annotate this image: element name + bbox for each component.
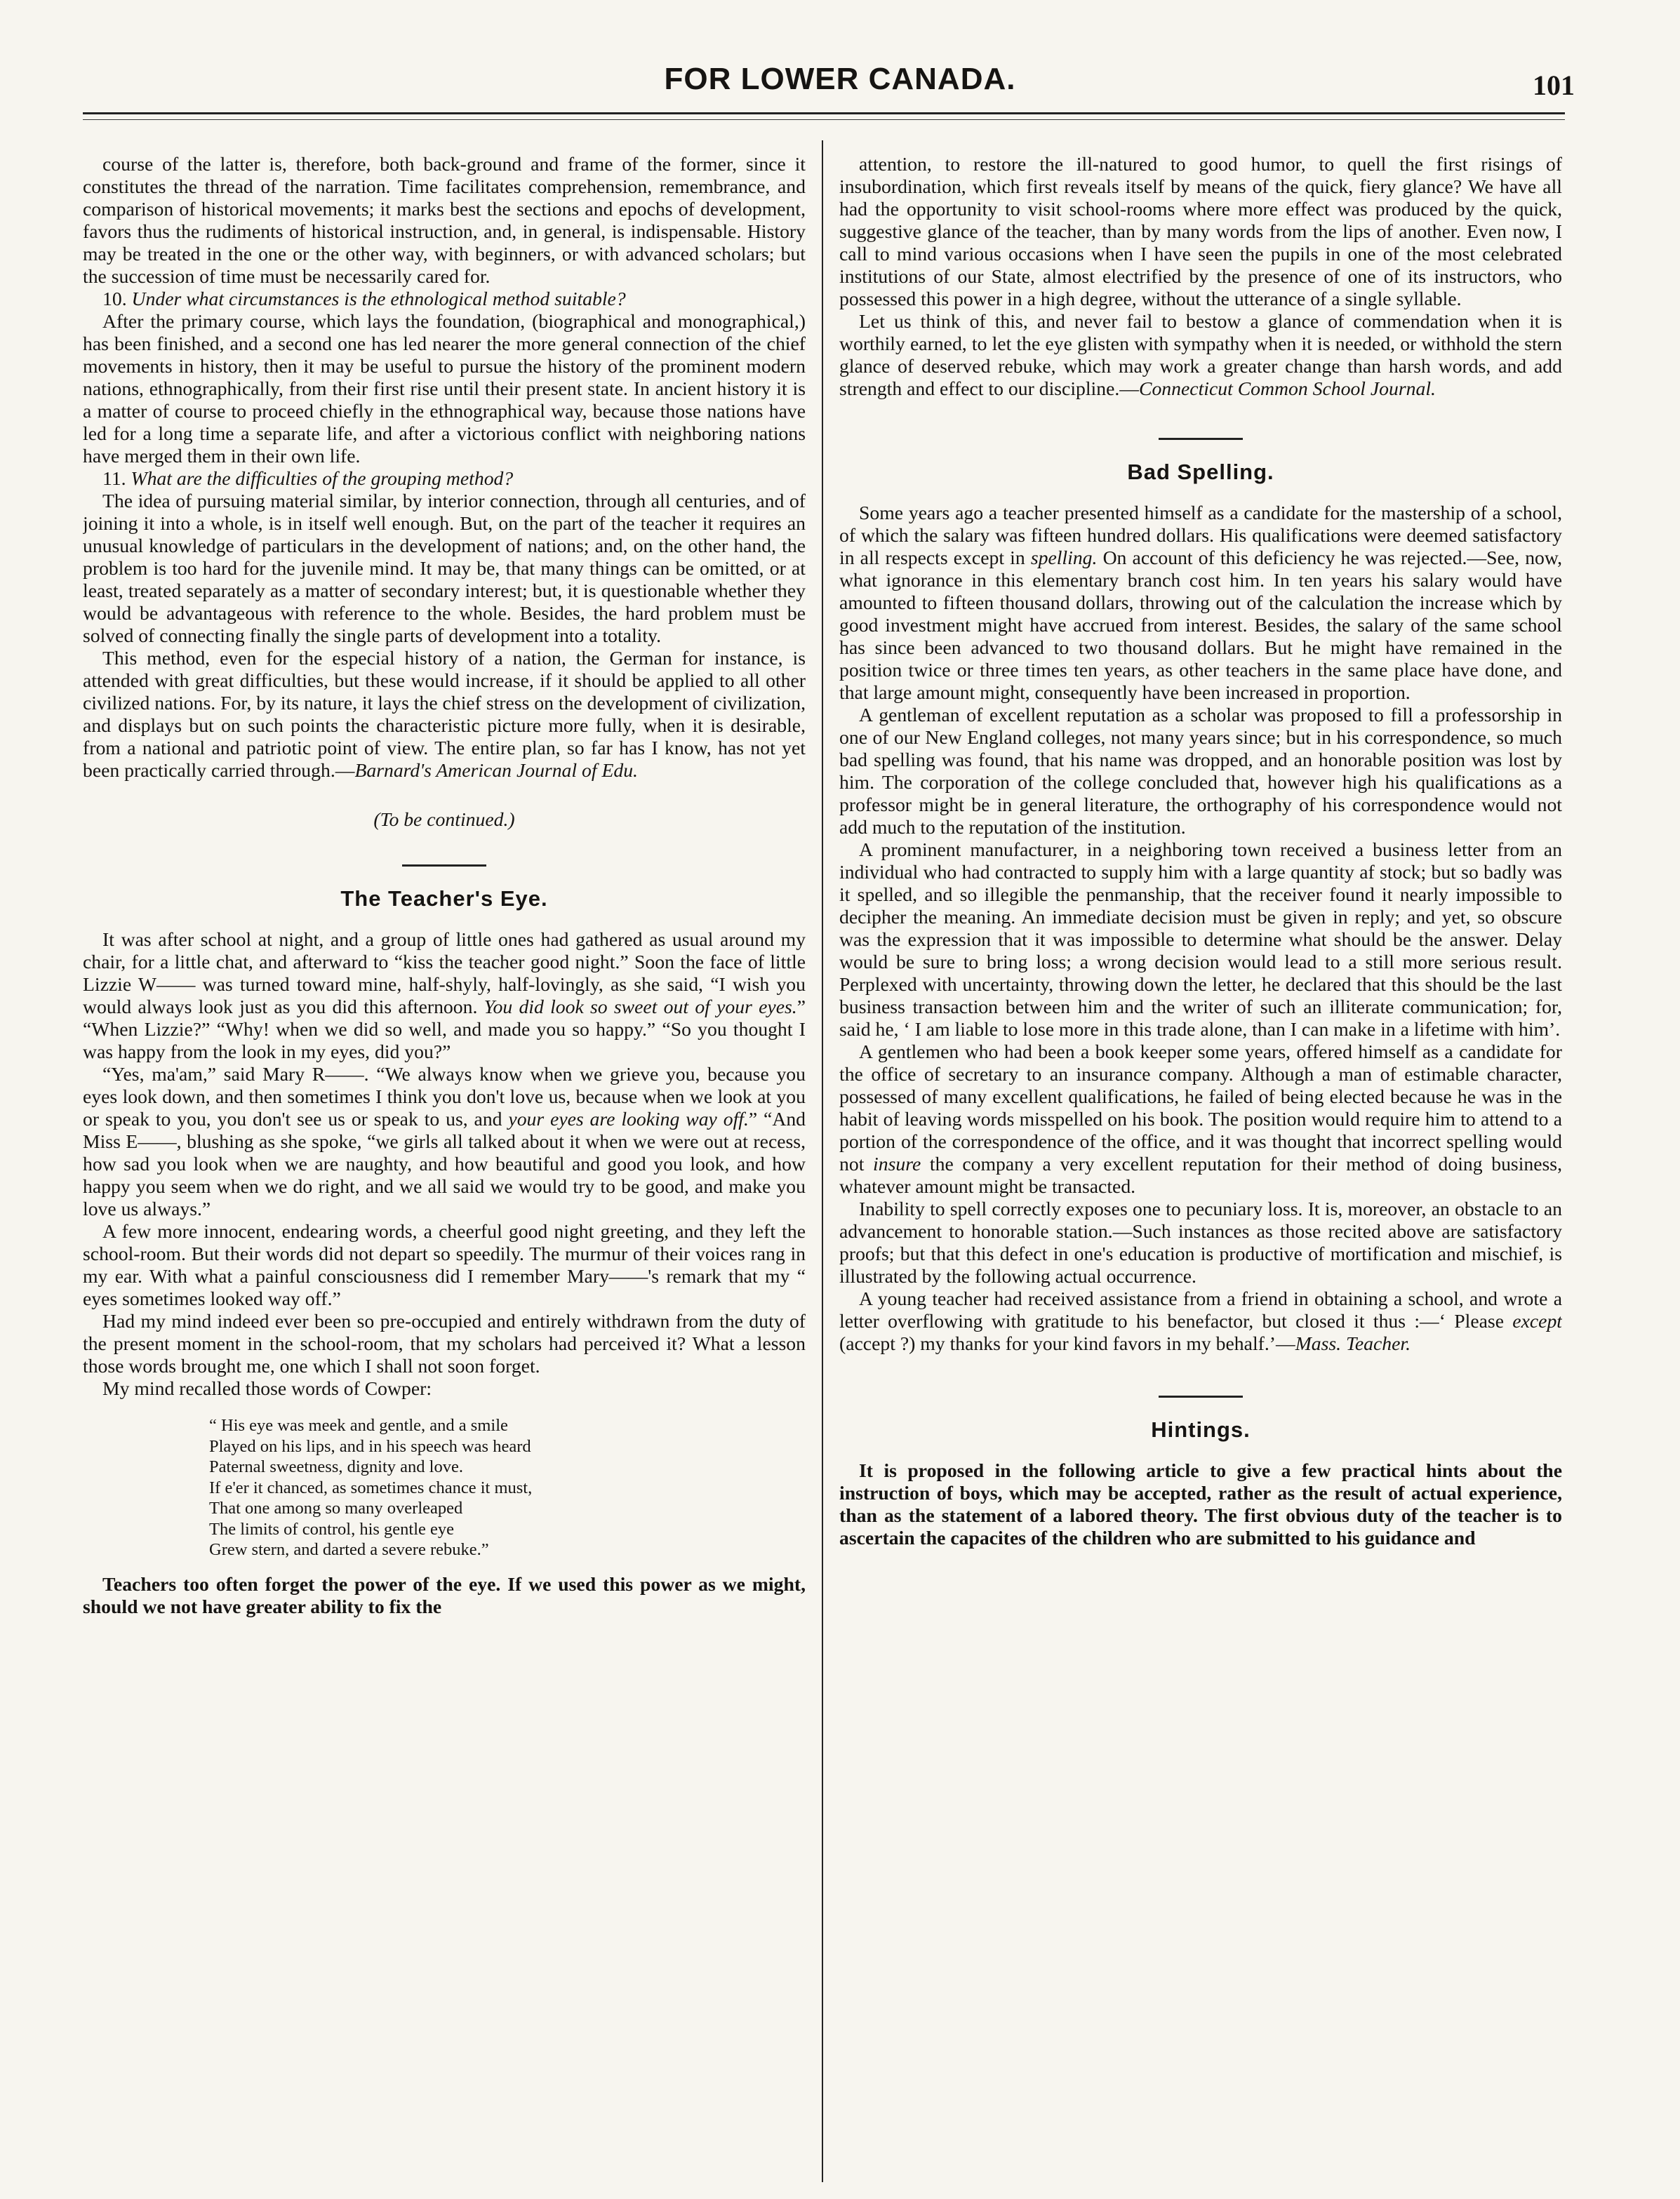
- paragraph: course of the latter is, therefore, both back-ground and frame of the former, since it constitutes the thread of the narration. Time facilitates comprehension, remembrance, and comparison of historical movements; it marks best the sections and epochs of development, favors thus the rudiments of historical instruction, and, in general, is indispensable. History may be treated in the one or the other way, with beginners, or with advanced scholars; but the succession of time must be necessarily cared for.: [83, 153, 806, 287]
- question-text: Under what circumstances is the ethnological method suitable?: [131, 288, 626, 309]
- paragraph-text: A young teacher had received assistance from a friend in obtaining a school, and wrote a letter overflowing with gratitude to his benefactor, but closed it thus :—‘ Please: [839, 1288, 1562, 1332]
- poem-line: Grew stern, and darted a severe rebuke.”: [209, 1540, 489, 1559]
- paragraph-text: ” “And Miss E——, blushing as she spoke, “we girls all talked about it when we were out at recess, how sad you look when we are naughty, and how beautiful and good you look, and how happy you seem when we do right, and we all said we would try to be good, and make you love us always.”: [83, 1108, 806, 1219]
- paragraph: attention, to restore the ill-natured to good humor, to quell the first risings of insubordination, which first reveals itself by means of the quick, fiery glance? We have all had the opportunity to visit school-rooms where more effect was produced by the quick, suggestive glance of the teacher, than by many words from the lips of another. Even now, I call to mind various occasions when I have seen the pupils in one of the most celebrated institutions of our State, almost electrified by the presence of one of its instructors, who possessed this power in a high degree, without the utterance of a single syllable.: [839, 153, 1562, 309]
- column-divider: [822, 140, 823, 2182]
- right-column: [839, 153, 1562, 2174]
- left-column: [83, 153, 806, 2174]
- emphasis-text: your eyes are looking way off.: [508, 1108, 749, 1130]
- paragraph-text: (accept ?) my thanks for your kind favors in my behalf.’—: [839, 1332, 1295, 1354]
- paragraph-text: It was after school at night, and a group of little ones had gathered as usual around my chair, for a little chat, and afterward to “kiss the teacher good night.” Soon the face of little Lizzie W—— was turned toward mine, half-shyly, half-lovingly, as she said, “I wish you would always look just as you did this afternoon.: [83, 928, 806, 1017]
- question-heading: [83, 467, 806, 490]
- header-rule-thin: [83, 119, 1565, 120]
- paragraph: [839, 1288, 1562, 1355]
- paragraph: Had my mind indeed ever been so pre-occupied and entirely withdrawn from the duty of the present moment in the school-room, that my scholars had perceived it? What a lesson those words brought me, one which I shall not soon forget.: [83, 1310, 806, 1377]
- poem-line: “ His eye was meek and gentle, and a smile: [209, 1416, 508, 1435]
- paragraph: [83, 928, 806, 1063]
- paragraph-text: ” “When Lizzie?” “Why! when we did so well, and made you so happy.” “So you thought I was happy from the look in my eyes, did you?”: [83, 996, 806, 1062]
- paragraph: A prominent manufacturer, in a neighboring town received a business letter from an individual who had contracted to supply him with a large quantity af stock; but so badly was it spelled, and so illegible the penmanship, that the receiver found it nearly impossible to decipher the meaning. An immediate decision must be given in reply; and yet, so obscure was the expression that it was impossible to determine what should be the answer. Delay would be sure to bring loss; a wrong decision would lead to a still more serious result. Perplexed with uncertainty, throwing down the letter, he declared that this should be the last business transaction between him and the writer of such an illiterate communication; for, said he, ‘ I am liable to lose more in this trade alone, than I can make in a lifetime with him’.: [839, 838, 1562, 1040]
- paragraph: Teachers too often forget the power of the eye. If we used this power as we might, should we not have greater ability to fix the: [83, 1572, 806, 1617]
- paragraph: The idea of pursuing material similar, by interior connection, through all centuries, and of joining it into a whole, is in itself well enough. But, on the part of the teacher it requires an unusual knowledge of particulars in the development of nations; and, on the other hand, the problem is too hard for the juvenile mind. It may be, that many things can be omitted, or at least, treated separately as a matter of secondary interest; but, it is questionable whether they would be advantageous with reference to the whole. Besides, the hard problem must be solved of connecting finally the single parts of development into a totality.: [83, 490, 806, 646]
- paragraph: [83, 1063, 806, 1220]
- paragraph-text: Let us think of this, and never fail to bestow a glance of commendation when it is worthily earned, to let the eye glisten with sympathy when it is needed, or withhold the stern glance of deserved rebuke, which may work a greater change than harsh words, and add strength and effect to our discipline.—: [839, 310, 1562, 399]
- emphasis-text: insure: [873, 1153, 921, 1175]
- paragraph: It is proposed in the following article to give a few practical hints about the instruction of boys, which may be accepted, rather as the result of actual experience, than as the statement of a labored theory. The first obvious duty of the teacher is to ascertain the capacites of the children who are submitted to his guidance and: [839, 1459, 1562, 1549]
- paragraph: A gentleman of excellent reputation as a scholar was proposed to fill a professorship in one of our New England colleges, not many years since; but in his correspondence, so much bad spelling was found, that his name was dropped, and an honorable position was lost by him. The corporation of the college concluded that, however high his qualifications as a professor might be in general literature, the orthography of his correspondence would not add much to the reputation of the institution.: [839, 704, 1562, 838]
- poem-line: That one among so many overleaped: [209, 1499, 463, 1518]
- paragraph: After the primary course, which lays the foundation, (biographical and monographical,) has been finished, and a second one has led nearer the more general connection of the chief movements in history, then it may be useful to pursue the history of the prominent modern nations, ethnographically, from their first rise until their present state. In ancient history it is a matter of course to proceed chiefly in the ethnographical way, because those nations have led for a long time a separate life, and after a victorious conflict with neighboring nations have merged them in their own life.: [83, 310, 806, 467]
- article-title: The Teacher's Eye.: [340, 886, 548, 911]
- section-separator: [402, 864, 486, 867]
- paragraph-text: Some years ago a teacher presented himself as a candidate for the mastership of a school, of which the salary was fifteen hundred dollars. His qualifications were deemed satisfactory in all respects except in: [839, 502, 1562, 568]
- source-citation: Connecticut Common School Journal.: [1139, 377, 1436, 399]
- paragraph: [839, 1041, 1562, 1198]
- poem-line: Paternal sweetness, dignity and love.: [209, 1457, 463, 1476]
- paragraph-text: the company a very excellent reputation for their method of doing business, whatever amount might be transacted.: [839, 1153, 1562, 1197]
- question-heading: [83, 288, 806, 310]
- paragraph: [839, 310, 1562, 400]
- paragraph-text: On account of this deficiency he was rejected.—See, now, what ignorance in this elementary branch cost him. In ten years his salary would have amounted to fifteen thousand dollars, throwing out of the calculation the increase which by good investment might have accrued from interest. Besides, the salary of the same school has since been advanced to two thousand dollars. But he might have remained in the position twice or three times ten years, as other teachers in the same place have done, and that large amount might, consequently have been increased in proportion.: [839, 547, 1562, 703]
- source-citation: Mass. Teacher.: [1295, 1332, 1411, 1354]
- question-text: What are the difficulties of the grouping method?: [131, 467, 514, 489]
- continued-note: (To be continued.): [373, 808, 515, 830]
- paragraph-text: “Yes, ma'am,” said Mary R——. “We always know when we grieve you, because you eyes look down, and then sometimes I think you don't love us, because when we look at you or speak to you, you don't see us or speak to us, and: [83, 1063, 806, 1130]
- header-rule: [83, 112, 1565, 114]
- paragraph: [83, 647, 806, 782]
- paragraph: [839, 502, 1562, 704]
- poem-line: Played on his lips, and in his speech was heard: [209, 1436, 531, 1456]
- emphasis-text: You did look so sweet out of your eyes.: [484, 996, 797, 1017]
- paragraph: Inability to spell correctly exposes one to pecuniary loss. It is, moreover, an obstacle to an advancement to honorable station.—Such instances as those recited above are satisfactory proofs; but that this defect in one's education is productive of mortification and mischief, is illustrated by the following actual occurrence.: [839, 1198, 1562, 1287]
- poem-line: If e'er it chanced, as sometimes chance it must,: [209, 1478, 533, 1497]
- article-title: Hintings.: [1151, 1417, 1251, 1442]
- poem-line: The limits of control, his gentle eye: [209, 1519, 455, 1539]
- emphasis-text: spelling.: [1030, 547, 1098, 568]
- page-number: 101: [1533, 69, 1575, 101]
- paragraph: My mind recalled those words of Cowper:: [102, 1377, 432, 1399]
- section-separator: [1159, 1396, 1243, 1398]
- paragraph-text: This method, even for the especial history of a nation, the German for instance, is attended with great difficulties, but these would increase, if it should be applied to all other civilized nations. For, by its nature, it lays the chief stress on the development of civilization, and displays but on such points the characteristic picture more fully, when it is desirable, from a national and patriotic point of view. The entire plan, so far has I know, has not yet been practically carried through.—: [83, 647, 806, 781]
- section-separator: [1159, 438, 1243, 440]
- article-title: Bad Spelling.: [1127, 460, 1274, 484]
- source-citation: Barnard's American Journal of Edu.: [354, 759, 638, 781]
- question-number: 11.: [102, 467, 126, 489]
- poem-quote: [209, 1415, 806, 1560]
- paragraph: A few more innocent, endearing words, a cheerful good night greeting, and they left the school-room. But their words did not depart so speedily. The murmur of their voices rang in my ear. With what a painful consciousness did I remember Mary——'s remark that my “ eyes sometimes looked way off.”: [83, 1220, 806, 1309]
- emphasis-text: except: [1512, 1310, 1562, 1332]
- question-number: 10.: [102, 288, 127, 309]
- paragraph-text: A gentlemen who had been a book keeper some years, offered himself as a candidate for the office of secretary to an insurance company. Although a man of estimable character, possessed of many excellent qualifications, he failed of being elected because he was in the habit of leaving words misspelled on his book. The position would require him to attend to a portion of the correspondence of the office, and it was thought that incorrect spelling would not: [839, 1041, 1562, 1175]
- running-title: FOR LOWER CANADA.: [664, 62, 1016, 96]
